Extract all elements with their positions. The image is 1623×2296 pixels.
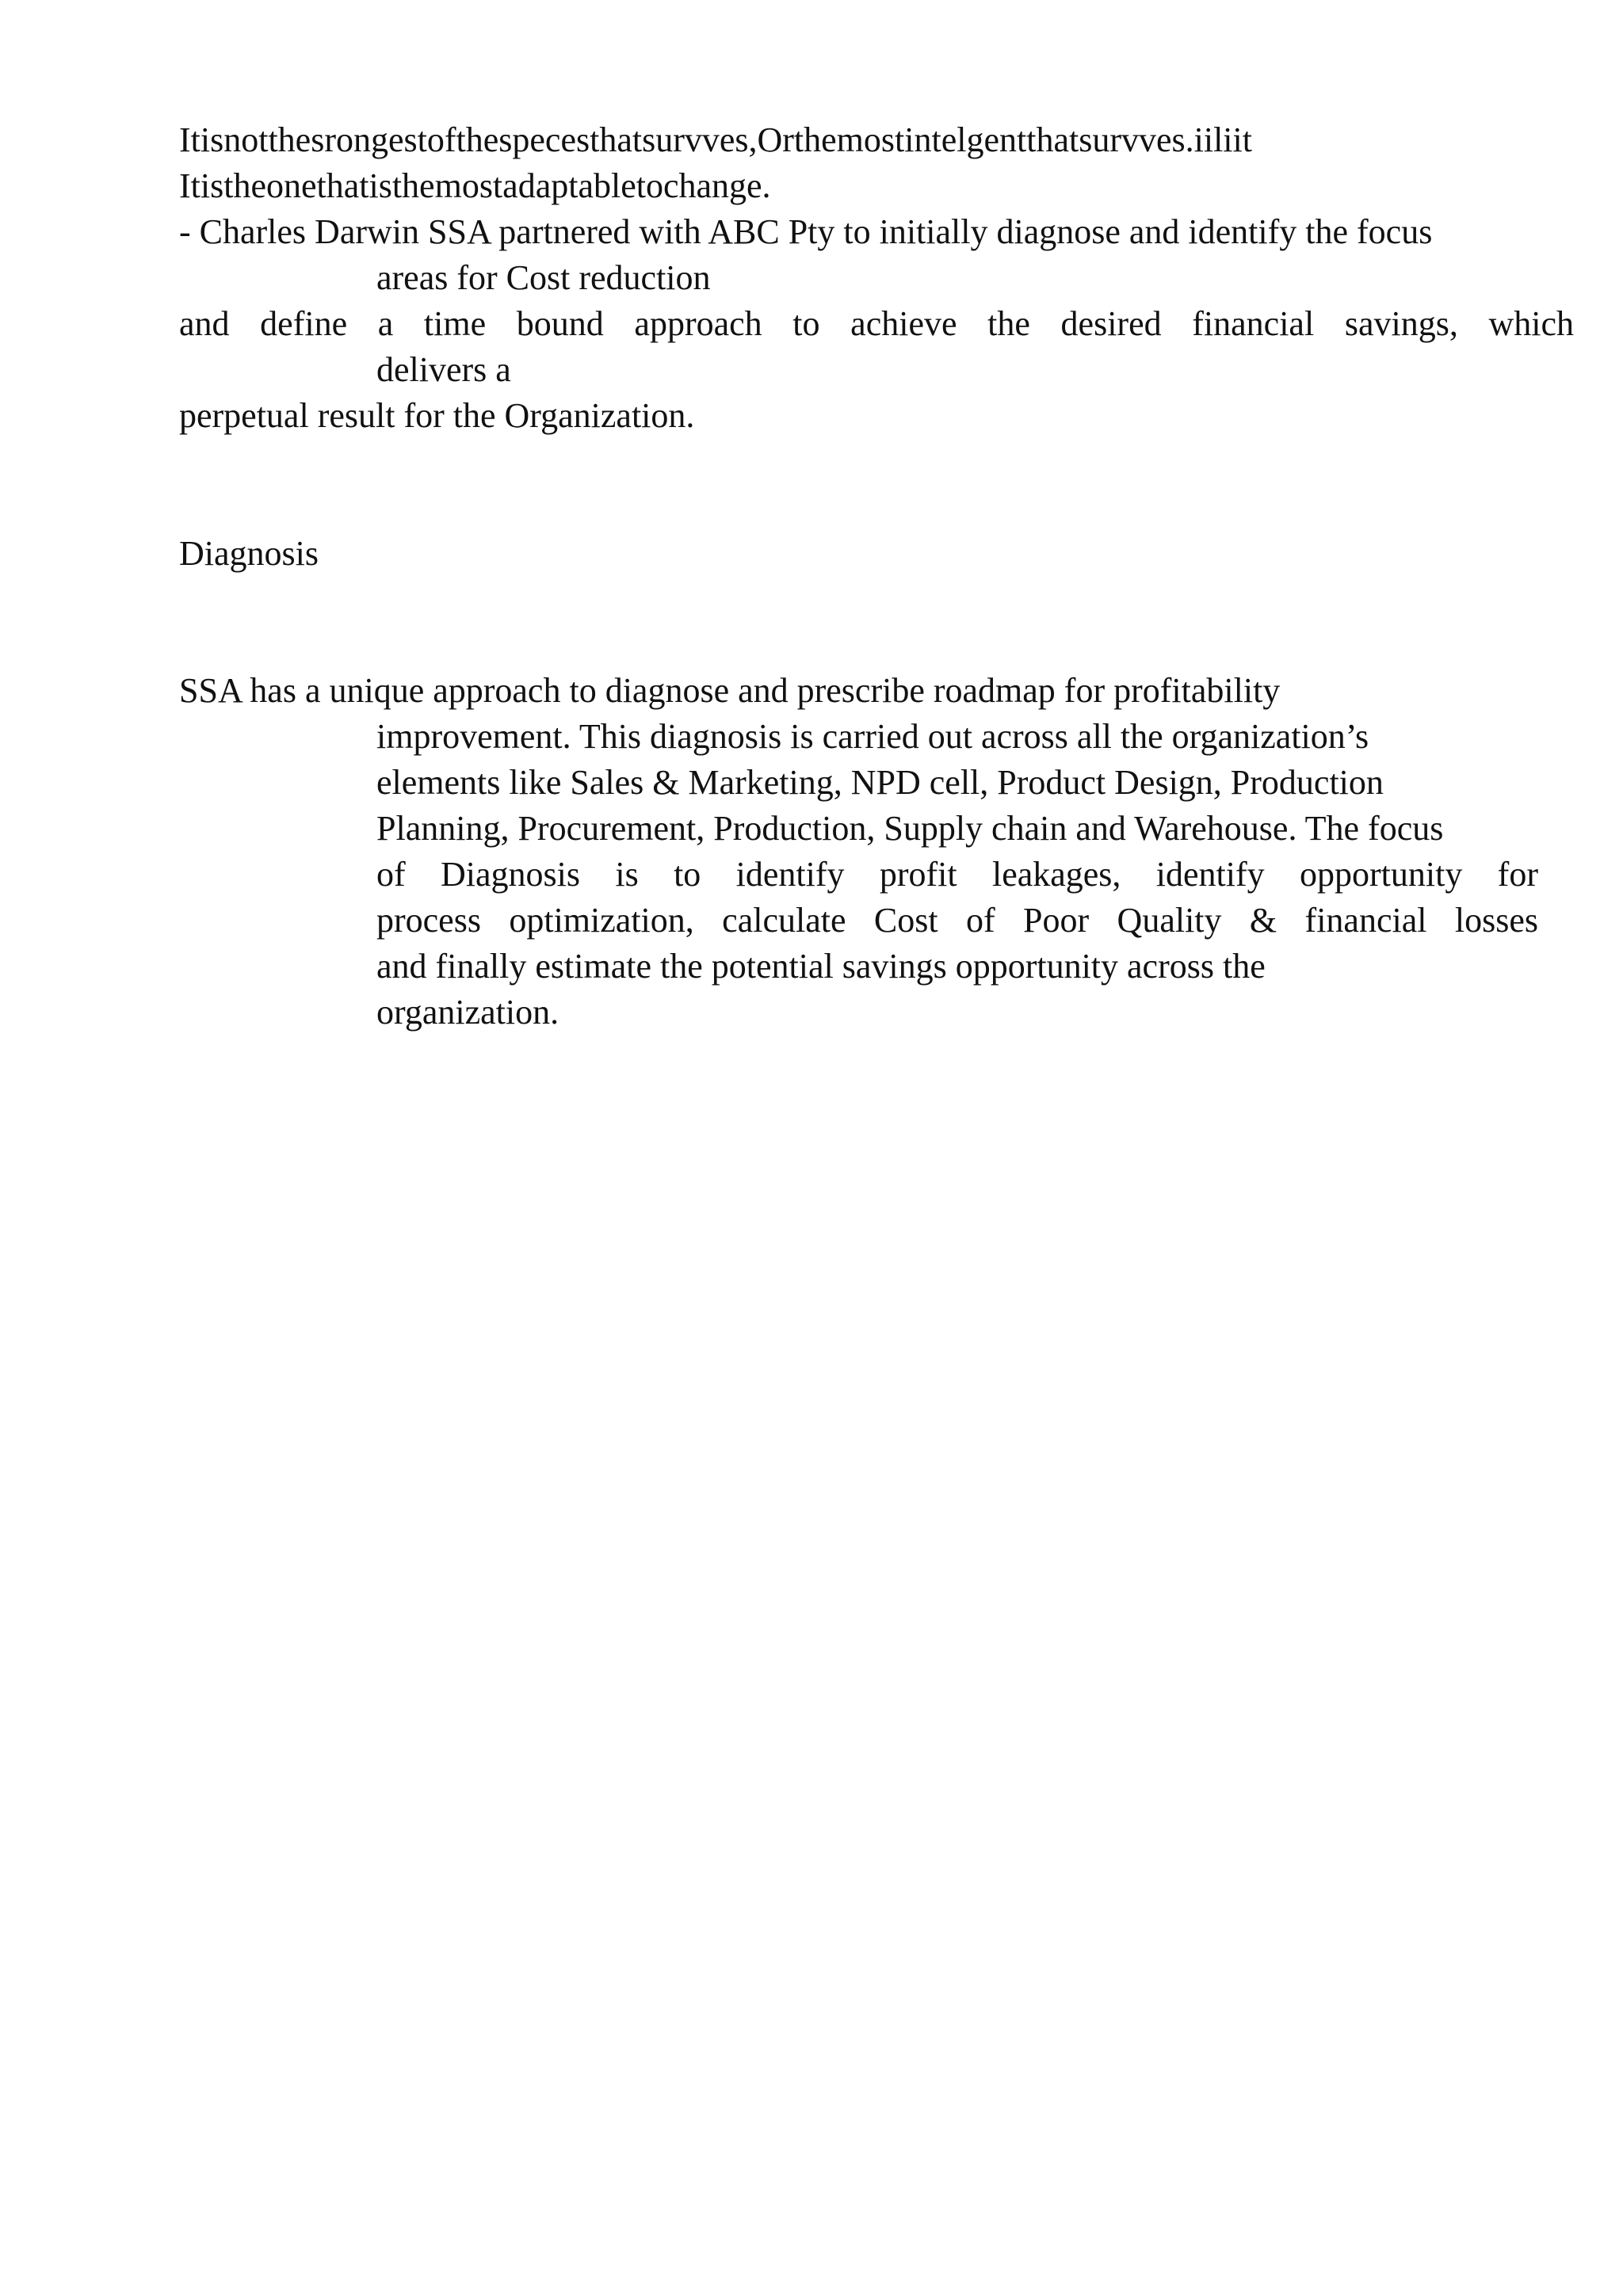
section-heading: Diagnosis [179, 534, 319, 573]
diagnosis-line-5: of Diagnosis is to identify profit leakages, identify opportunity for [376, 855, 1538, 894]
diagnosis-line-7: and finally estimate the potential savings opportunity across the [376, 947, 1266, 986]
diagnosis-line-3: elements like Sales & Marketing, NPD cell, Product Design, Production [376, 763, 1384, 802]
diagnosis-line-2: improvement. This diagnosis is carried out across all the organization’s [376, 717, 1369, 756]
diagnosis-line-8: organization. [376, 993, 559, 1032]
intro-line-2: areas for Cost reduction [376, 258, 711, 297]
intro-line-1: - Charles Darwin SSA partnered with ABC Pty to initially diagnose and identify the focus [179, 212, 1433, 251]
diagnosis-line-4: Planning, Procurement, Production, Supply chain and Warehouse. The focus [376, 809, 1444, 848]
quote-line-1: Itisnotthesrongestofthespecesthatsurvves,Orthemostintelgentthatsurvves.iiliit [179, 120, 1252, 159]
quote-line-2: Itistheonethatisthemostadaptabletochange. [179, 166, 771, 205]
intro-line-4: delivers a [376, 350, 511, 389]
intro-line-5: perpetual result for the Organization. [179, 396, 695, 435]
diagnosis-line-6: process optimization, calculate Cost of Poor Quality & financial losses [376, 901, 1538, 940]
diagnosis-line-1: SSA has a unique approach to diagnose and prescribe roadmap for profitability [179, 671, 1281, 710]
intro-line-3: and define a time bound approach to achieve the desired financial savings, which [179, 304, 1574, 343]
